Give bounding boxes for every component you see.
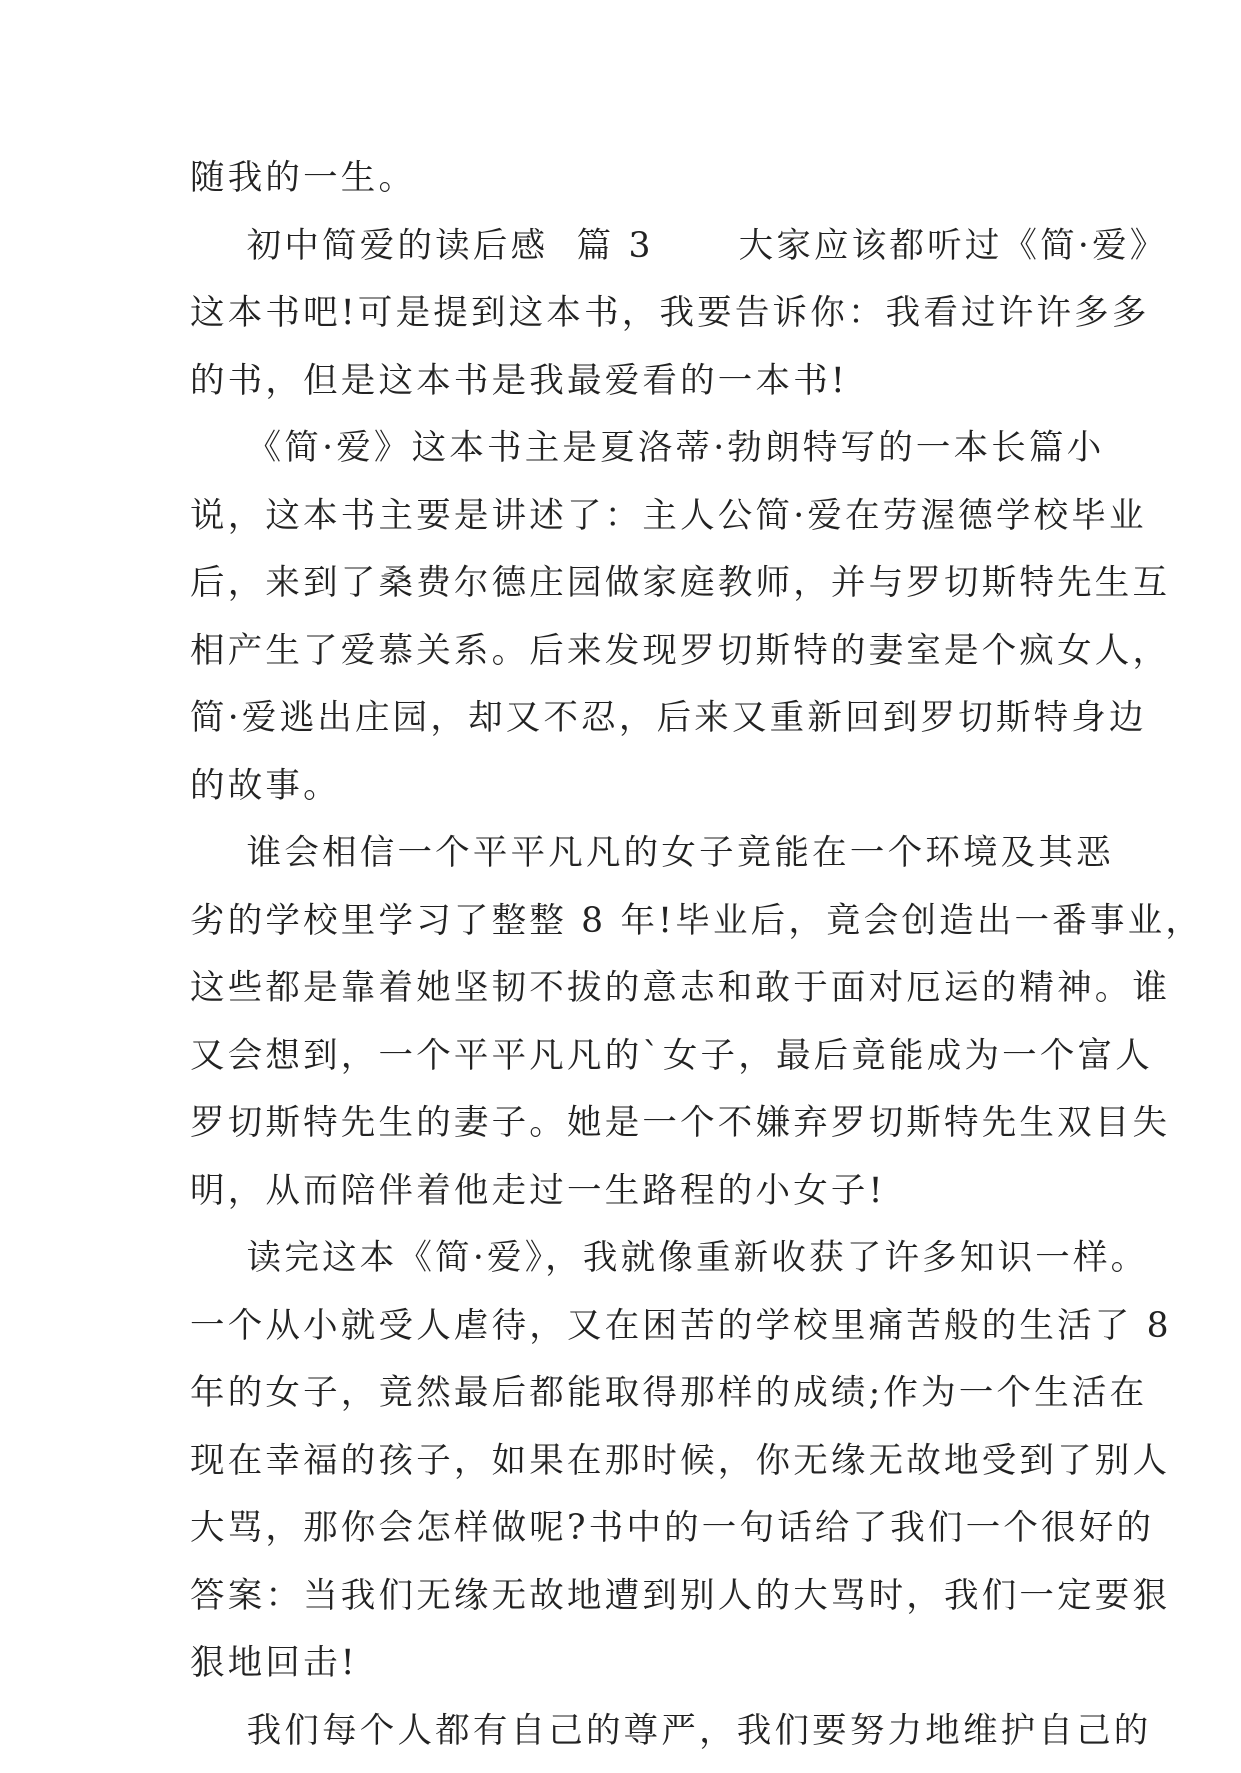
text-line: 初中简爱的读后感 篇 3 大家应该都听过《简·爱》: [190, 221, 1070, 289]
text-line: 一个从小就受人虐待，又在困苦的学校里痛苦般的生活了 8: [190, 1301, 1070, 1369]
text-line: 狠地回击!: [190, 1638, 1070, 1706]
text-line: 谁会相信一个平平凡凡的女子竟能在一个环境及其恶: [190, 828, 1070, 896]
text-line: 读完这本《简·爱》，我就像重新收获了许多知识一样。: [190, 1233, 1070, 1301]
document-body: [190, 153, 1070, 1773]
text-line: 这本书吧!可是提到这本书，我要告诉你：我看过许许多多: [190, 288, 1070, 356]
text-line: 的故事。: [190, 761, 1070, 829]
text-line: 我们每个人都有自己的尊严，我们要努力地维护自己的: [190, 1706, 1070, 1773]
text-line: 随我的一生。: [190, 153, 1070, 221]
text-line: 《简·爱》这本书主是夏洛蒂·勃朗特写的一本长篇小: [190, 423, 1070, 491]
text-line: 又会想到，一个平平凡凡的`女子，最后竟能成为一个富人: [190, 1031, 1070, 1099]
text-line: 罗切斯特先生的妻子。她是一个不嫌弃罗切斯特先生双目失: [190, 1098, 1070, 1166]
text-line: 相产生了爱慕关系。后来发现罗切斯特的妻室是个疯女人，: [190, 626, 1070, 694]
text-line: 这些都是靠着她坚韧不拔的意志和敢于面对厄运的精神。谁: [190, 963, 1070, 1031]
text-line: 明，从而陪伴着他走过一生路程的小女子!: [190, 1166, 1070, 1234]
text-line: 年的女子，竟然最后都能取得那样的成绩;作为一个生活在: [190, 1368, 1070, 1436]
text-line: 劣的学校里学习了整整 8 年!毕业后，竟会创造出一番事业，: [190, 896, 1070, 964]
text-line: 的书，但是这本书是我最爱看的一本书!: [190, 356, 1070, 424]
text-line: 后，来到了桑费尔德庄园做家庭教师，并与罗切斯特先生互: [190, 558, 1070, 626]
text-line: 答案：当我们无缘无故地遭到别人的大骂时，我们一定要狠: [190, 1571, 1070, 1639]
text-line: 简·爱逃出庄园，却又不忍，后来又重新回到罗切斯特身边: [190, 693, 1070, 761]
text-line: 现在幸福的孩子，如果在那时候，你无缘无故地受到了别人: [190, 1436, 1070, 1504]
text-line: 大骂，那你会怎样做呢?书中的一句话给了我们一个很好的: [190, 1503, 1070, 1571]
text-line: 说，这本书主要是讲述了：主人公简·爱在劳渥德学校毕业: [190, 491, 1070, 559]
